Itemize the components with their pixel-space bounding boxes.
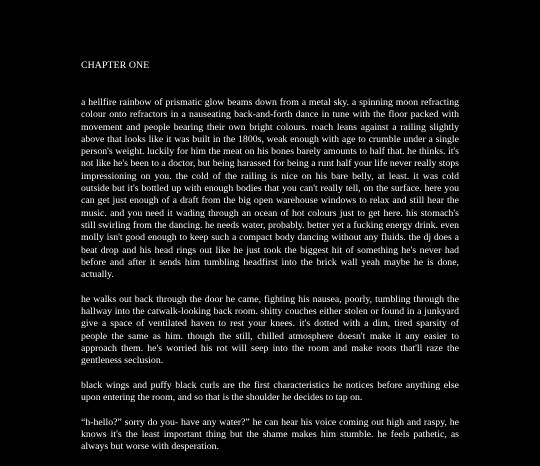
chapter-heading: CHAPTER ONE bbox=[81, 60, 150, 71]
chapter-body bbox=[81, 97, 459, 466]
paragraph-1: a hellfire rainbow of prismatic glow beams down from a metal sky. a spinning moon refracting colour onto refractors in a nauseating back-and-forth dance in tune with the floor packed with movement and people bearing their own bright colours. roach leans against a railing slightly above that looks like it was built in the 1800s, weak enough with age to crumble under a single person's weight. luckily for him the meat on his bones barely amounts to half that. he thinks. it's not like he's been to a doctor, but being harassed for being a runt half your life never really stops impressioning on you. the cold of the railing is nice on his bare belly, at least. it was cold outside but it's bottled up with enough bodies that you can't really tell, on the surface. here you can get just enough of a draft from the big open warehouse windows to relax and still hear the music. and you need it wading through an ocean of hot colours just to get here. his stomach's still swirling from the dancing. he needs water, probably. better yet a fucking energy drink. even molly isn't good enough to keep such a compact body dancing without any fluids. the dj does a beat drop and his head rings out like he just took the biggest hit of something he's never had before and after it sends him tumbling headfirst into the brick wall yeah maybe he is done, actually. bbox=[81, 97, 459, 281]
paragraph-2: he walks out back through the door he came, fighting his nausea, poorly, tumbling through the hallway into the catwalk-looking back room. shitty couches either stolen or found in a junkyard give a space of ventilated haven to rest your knees. it's dotted with a dim, tired sparsity of people the same as him. though the still, chilled atmosphere doesn't make it any easier to approach them. he's worried his rot will seep into the room and make roots that'll raze the gentleness seclusion. bbox=[81, 293, 459, 367]
paragraph-4: “h-hello?” sorry do you- have any water?” he can hear his voice coming out high and raspy, he knows it's the least important thing but the shame makes him stumble. he feels pathetic, as always but worse with desperation. bbox=[81, 416, 459, 453]
paragraph-3: black wings and puffy black curls are the first characteristics he notices before anything else upon entering the room, and so that is the shoulder he decides to tap on. bbox=[81, 379, 459, 404]
